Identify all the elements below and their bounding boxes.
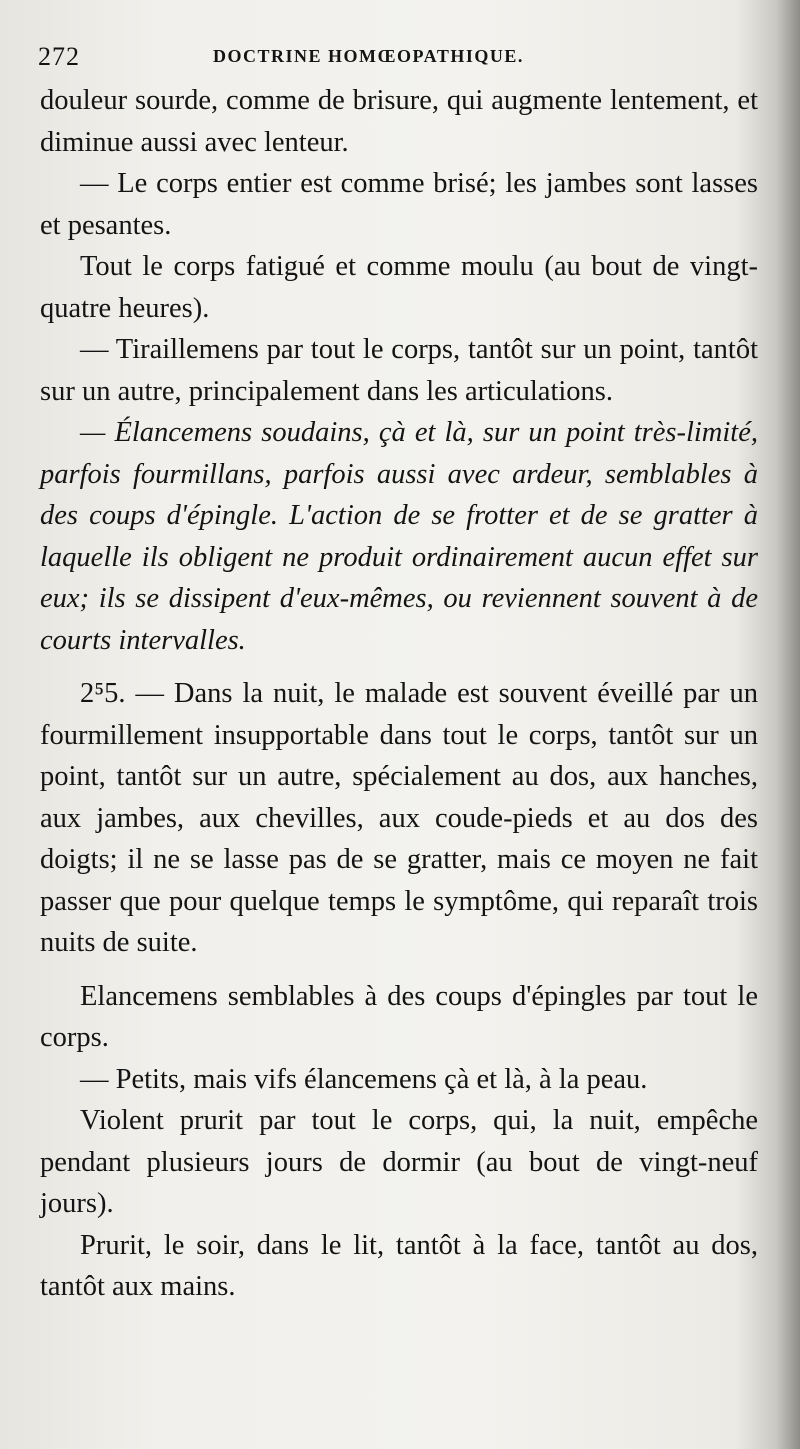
paragraph-6: 2⁵5. — Dans la nuit, le malade est souvent éveillé par un fourmillement insupportable dans tout le corps, tantôt sur un point, tantôt sur un autre, spécialement au dos, aux hanches, aux jambes, aux chevilles, aux coude-pieds et au dos des doigts; il ne se lasse pas de se gratter, mais ce moyen ne fait passer que pour quelque temps le symptôme, qui reparaît trois nuits de suite. (40, 678, 758, 958)
page-header (38, 42, 758, 72)
page-number: 272 (38, 42, 80, 71)
running-title: DOCTRINE HOMŒOPATHIQUE. (213, 46, 524, 66)
paragraph-4: — Tiraillemens par tout le corps, tantôt sur un point, tantôt sur un autre, principalement dans les articulations. (40, 334, 758, 407)
body-text (40, 80, 758, 1308)
paragraph-2: — Le corps entier est comme brisé; les jambes sont lasses et pesantes. (40, 168, 758, 241)
paragraph-5: — Élancemens soudains, çà et là, sur un point très-limité, parfois fourmillans, parfois aussi avec ardeur, semblables à des coups d'épingle. L'action de se frotter et de se gratter à laquelle ils obligent ne produit ordinairement aucun effet sur eux; ils se dissipent d'eux-mêmes, ou reviennent souvent à de courts intervalles. (40, 417, 758, 656)
paragraph-10: Prurit, le soir, dans le lit, tantôt à la face, tantôt au dos, tantôt aux mains. (40, 1229, 758, 1302)
paragraph-9: Violent prurit par tout le corps, qui, la nuit, empêche pendant plusieurs jours de dormir (au bout de vingt-neuf jours). (40, 1105, 758, 1219)
paragraph-1: douleur sourde, comme de brisure, qui augmente lentement, et diminue aussi avec lenteur. (40, 85, 758, 158)
paragraph-8: — Petits, mais vifs élancemens çà et là, à la peau. (80, 1063, 648, 1095)
paragraph-3: Tout le corps fatigué et comme moulu (au bout de vingt-quatre heures). (40, 251, 758, 324)
paragraph-7: Elancemens semblables à des coups d'épingles par tout le corps. (40, 980, 758, 1053)
